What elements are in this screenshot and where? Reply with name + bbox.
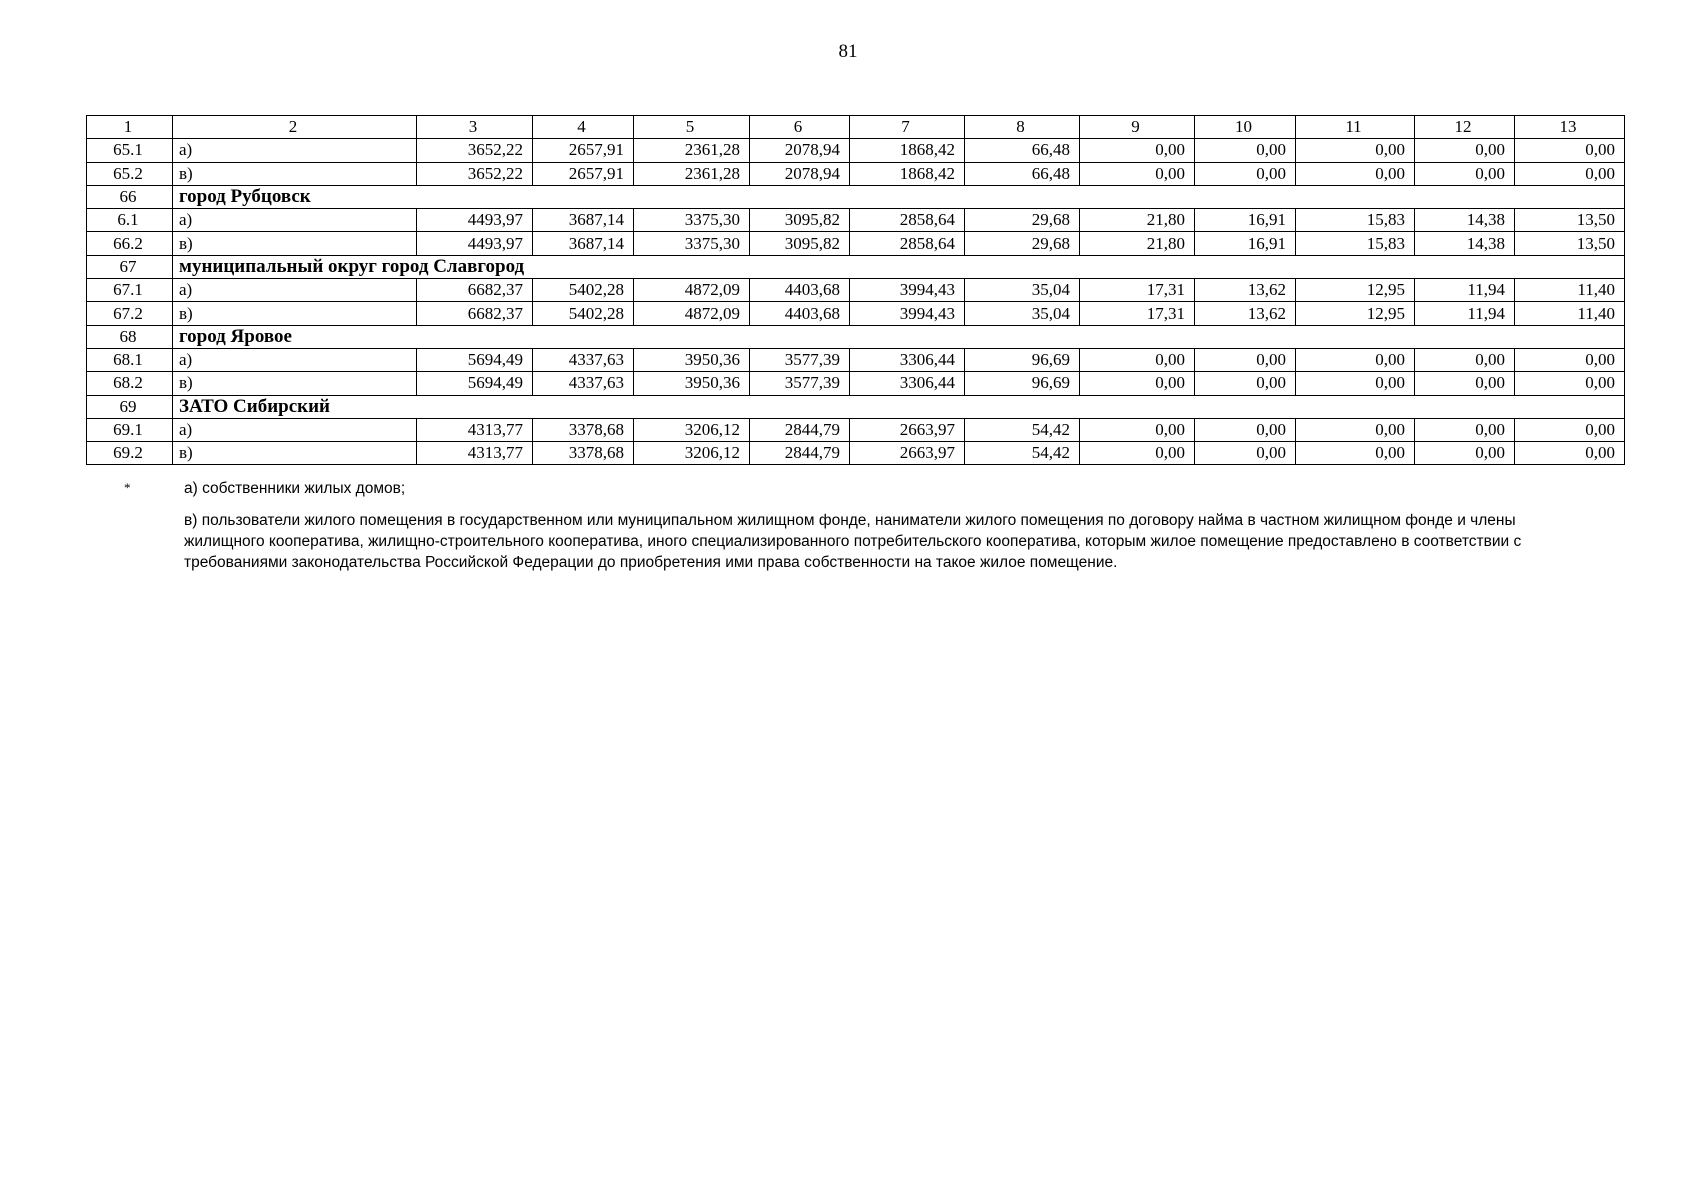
- row-number: 67: [87, 255, 173, 278]
- value-cell: 29,68: [965, 209, 1080, 232]
- value-cell: 3095,82: [750, 232, 850, 255]
- value-cell: 17,31: [1080, 279, 1195, 302]
- value-cell: 4493,97: [417, 232, 533, 255]
- value-cell: 2844,79: [750, 442, 850, 465]
- row-category: в): [173, 232, 417, 255]
- value-cell: 0,00: [1195, 139, 1296, 162]
- value-cell: 0,00: [1296, 348, 1415, 371]
- value-cell: 0,00: [1415, 442, 1515, 465]
- value-cell: 3950,36: [634, 372, 750, 395]
- table-row: [87, 279, 1625, 302]
- value-cell: 35,04: [965, 302, 1080, 325]
- row-category: в): [173, 302, 417, 325]
- footnote-b: в) пользователи жилого помещения в государственном или муниципальном жилищном фонде, наниматели жилого помещения по договору найма в частном жилищном фонде и члены жилищного кооператива, жилищно-строительного кооператива, иного специализированного потребительского кооператива, которым жилое помещение предоставлено в соответствии с требованиями законодательства Российской Федерации до приобретения ими права собственности на такое жилое помещение.: [184, 512, 1522, 571]
- value-cell: 2663,97: [850, 418, 965, 441]
- value-cell: 6682,37: [417, 302, 533, 325]
- value-cell: 2078,94: [750, 162, 850, 185]
- row-number: 68: [87, 325, 173, 348]
- column-number-header: 2: [173, 116, 417, 139]
- row-category: а): [173, 209, 417, 232]
- value-cell: 4403,68: [750, 279, 850, 302]
- footnote-a: а) собственники жилых домов;: [184, 480, 406, 497]
- value-cell: 0,00: [1515, 418, 1625, 441]
- value-cell: 14,38: [1415, 209, 1515, 232]
- value-cell: 3994,43: [850, 302, 965, 325]
- value-cell: 3652,22: [417, 162, 533, 185]
- value-cell: 2858,64: [850, 232, 965, 255]
- page-number: 81: [838, 41, 858, 62]
- value-cell: 0,00: [1195, 372, 1296, 395]
- value-cell: 0,00: [1080, 162, 1195, 185]
- value-cell: 0,00: [1080, 418, 1195, 441]
- row-number: 67.2: [87, 302, 173, 325]
- value-cell: 12,95: [1296, 302, 1415, 325]
- value-cell: 5694,49: [417, 372, 533, 395]
- value-cell: 0,00: [1415, 418, 1515, 441]
- value-cell: 0,00: [1195, 348, 1296, 371]
- row-number: 66.2: [87, 232, 173, 255]
- value-cell: 0,00: [1080, 372, 1195, 395]
- section-row: [87, 185, 1625, 208]
- value-cell: 0,00: [1195, 162, 1296, 185]
- value-cell: 0,00: [1080, 139, 1195, 162]
- value-cell: 66,48: [965, 139, 1080, 162]
- table-row: [87, 418, 1625, 441]
- section-title: город Рубцовск: [173, 185, 1625, 208]
- value-cell: 16,91: [1195, 232, 1296, 255]
- value-cell: 3994,43: [850, 279, 965, 302]
- value-cell: 0,00: [1296, 372, 1415, 395]
- row-number: 67.1: [87, 279, 173, 302]
- row-category: а): [173, 418, 417, 441]
- value-cell: 0,00: [1515, 372, 1625, 395]
- tariff-table: [86, 115, 1625, 465]
- value-cell: 3375,30: [634, 232, 750, 255]
- value-cell: 15,83: [1296, 209, 1415, 232]
- value-cell: 2663,97: [850, 442, 965, 465]
- value-cell: 0,00: [1515, 348, 1625, 371]
- value-cell: 4313,77: [417, 418, 533, 441]
- value-cell: 0,00: [1515, 162, 1625, 185]
- value-cell: 0,00: [1515, 442, 1625, 465]
- header-row: [87, 116, 1625, 139]
- value-cell: 13,62: [1195, 279, 1296, 302]
- table-row: [87, 232, 1625, 255]
- value-cell: 96,69: [965, 348, 1080, 371]
- value-cell: 3206,12: [634, 418, 750, 441]
- value-cell: 54,42: [965, 442, 1080, 465]
- column-number-header: 10: [1195, 116, 1296, 139]
- column-number-header: 5: [634, 116, 750, 139]
- value-cell: 4493,97: [417, 209, 533, 232]
- table-row: [87, 209, 1625, 232]
- table-body: [87, 116, 1625, 465]
- row-category: в): [173, 162, 417, 185]
- section-title: ЗАТО Сибирский: [173, 395, 1625, 418]
- value-cell: 0,00: [1296, 442, 1415, 465]
- value-cell: 5694,49: [417, 348, 533, 371]
- column-number-header: 9: [1080, 116, 1195, 139]
- value-cell: 5402,28: [533, 302, 634, 325]
- value-cell: 14,38: [1415, 232, 1515, 255]
- value-cell: 4872,09: [634, 279, 750, 302]
- value-cell: 3306,44: [850, 372, 965, 395]
- value-cell: 0,00: [1415, 348, 1515, 371]
- value-cell: 6682,37: [417, 279, 533, 302]
- value-cell: 13,50: [1515, 209, 1625, 232]
- value-cell: 11,94: [1415, 302, 1515, 325]
- value-cell: 2361,28: [634, 162, 750, 185]
- table-row: [87, 302, 1625, 325]
- value-cell: 0,00: [1195, 442, 1296, 465]
- row-number: 69.2: [87, 442, 173, 465]
- value-cell: 2361,28: [634, 139, 750, 162]
- value-cell: 15,83: [1296, 232, 1415, 255]
- section-title: город Яровое: [173, 325, 1625, 348]
- section-row: [87, 325, 1625, 348]
- value-cell: 1868,42: [850, 139, 965, 162]
- row-category: а): [173, 279, 417, 302]
- table-row: [87, 139, 1625, 162]
- row-number: 68.2: [87, 372, 173, 395]
- column-number-header: 12: [1415, 116, 1515, 139]
- column-number-header: 13: [1515, 116, 1625, 139]
- row-number: 69: [87, 395, 173, 418]
- value-cell: 11,94: [1415, 279, 1515, 302]
- value-cell: 2844,79: [750, 418, 850, 441]
- value-cell: 11,40: [1515, 279, 1625, 302]
- row-number: 66: [87, 185, 173, 208]
- value-cell: 3206,12: [634, 442, 750, 465]
- column-number-header: 7: [850, 116, 965, 139]
- value-cell: 3306,44: [850, 348, 965, 371]
- value-cell: 3652,22: [417, 139, 533, 162]
- row-number: 68.1: [87, 348, 173, 371]
- value-cell: 4403,68: [750, 302, 850, 325]
- value-cell: 16,91: [1195, 209, 1296, 232]
- section-row: [87, 255, 1625, 278]
- value-cell: 0,00: [1080, 442, 1195, 465]
- column-number-header: 11: [1296, 116, 1415, 139]
- value-cell: 3950,36: [634, 348, 750, 371]
- value-cell: 3577,39: [750, 348, 850, 371]
- value-cell: 96,69: [965, 372, 1080, 395]
- value-cell: 0,00: [1296, 418, 1415, 441]
- column-number-header: 3: [417, 116, 533, 139]
- value-cell: 17,31: [1080, 302, 1195, 325]
- row-category: а): [173, 139, 417, 162]
- table-row: [87, 372, 1625, 395]
- value-cell: 3095,82: [750, 209, 850, 232]
- value-cell: 3375,30: [634, 209, 750, 232]
- value-cell: 11,40: [1515, 302, 1625, 325]
- value-cell: 0,00: [1296, 139, 1415, 162]
- row-number: 69.1: [87, 418, 173, 441]
- column-number-header: 8: [965, 116, 1080, 139]
- table-row: [87, 162, 1625, 185]
- value-cell: 0,00: [1415, 162, 1515, 185]
- value-cell: 4313,77: [417, 442, 533, 465]
- section-title: муниципальный округ город Славгород: [173, 255, 1625, 278]
- value-cell: 1868,42: [850, 162, 965, 185]
- table-row: [87, 348, 1625, 371]
- table-row: [87, 442, 1625, 465]
- footnote-mark: *: [124, 480, 131, 495]
- value-cell: 13,62: [1195, 302, 1296, 325]
- column-number-header: 1: [87, 116, 173, 139]
- value-cell: 0,00: [1415, 372, 1515, 395]
- value-cell: 3687,14: [533, 209, 634, 232]
- row-category: в): [173, 442, 417, 465]
- row-number: 6.1: [87, 209, 173, 232]
- value-cell: 2858,64: [850, 209, 965, 232]
- row-category: а): [173, 348, 417, 371]
- value-cell: 0,00: [1080, 348, 1195, 371]
- value-cell: 2078,94: [750, 139, 850, 162]
- value-cell: 2657,91: [533, 162, 634, 185]
- value-cell: 3378,68: [533, 442, 634, 465]
- value-cell: 4872,09: [634, 302, 750, 325]
- value-cell: 0,00: [1195, 418, 1296, 441]
- column-number-header: 4: [533, 116, 634, 139]
- value-cell: 35,04: [965, 279, 1080, 302]
- value-cell: 12,95: [1296, 279, 1415, 302]
- value-cell: 13,50: [1515, 232, 1625, 255]
- value-cell: 0,00: [1415, 139, 1515, 162]
- row-category: в): [173, 372, 417, 395]
- value-cell: 3577,39: [750, 372, 850, 395]
- value-cell: 0,00: [1296, 162, 1415, 185]
- value-cell: 0,00: [1515, 139, 1625, 162]
- value-cell: 4337,63: [533, 372, 634, 395]
- value-cell: 3378,68: [533, 418, 634, 441]
- value-cell: 3687,14: [533, 232, 634, 255]
- row-number: 65.1: [87, 139, 173, 162]
- value-cell: 2657,91: [533, 139, 634, 162]
- value-cell: 5402,28: [533, 279, 634, 302]
- value-cell: 54,42: [965, 418, 1080, 441]
- column-number-header: 6: [750, 116, 850, 139]
- row-number: 65.2: [87, 162, 173, 185]
- value-cell: 66,48: [965, 162, 1080, 185]
- value-cell: 21,80: [1080, 209, 1195, 232]
- section-row: [87, 395, 1625, 418]
- value-cell: 29,68: [965, 232, 1080, 255]
- value-cell: 21,80: [1080, 232, 1195, 255]
- value-cell: 4337,63: [533, 348, 634, 371]
